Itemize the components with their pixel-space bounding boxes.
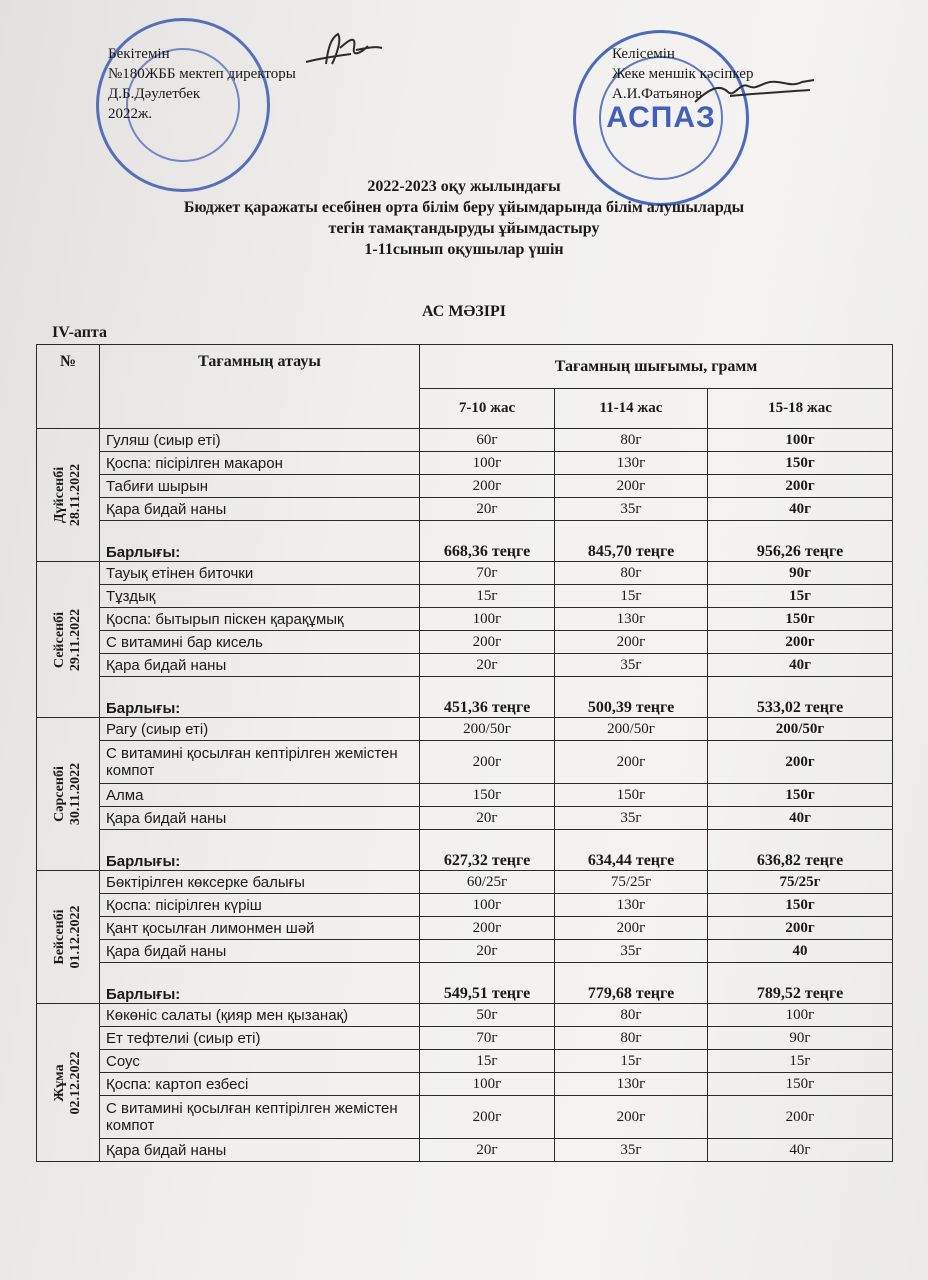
total-row bbox=[37, 521, 893, 562]
approval-right-line: Келісемін bbox=[612, 46, 675, 62]
portion-c: 15г bbox=[708, 1050, 893, 1073]
portion-c: 150г bbox=[708, 894, 893, 917]
dish-name: Қоспа: пісірілген макарон bbox=[100, 452, 420, 475]
total-price-b: 779,68 теңге bbox=[555, 963, 708, 1004]
portion-c: 100г bbox=[708, 1004, 893, 1027]
heading-line: 1-11сынып оқушылар үшін bbox=[364, 241, 564, 258]
total-price-b: 845,70 теңге bbox=[555, 521, 708, 562]
portion-b: 130г bbox=[555, 608, 708, 631]
portion-a: 150г bbox=[420, 784, 555, 807]
portion-a: 200/50г bbox=[420, 718, 555, 741]
day-cell bbox=[37, 1004, 100, 1162]
dish-name: Алма bbox=[100, 784, 420, 807]
dish-name: Тауық етінен биточки bbox=[100, 562, 420, 585]
total-price-a: 627,32 теңге bbox=[420, 830, 555, 871]
total-price-a: 549,51 теңге bbox=[420, 963, 555, 1004]
portion-c: 200г bbox=[708, 475, 893, 498]
portion-c: 150г bbox=[708, 1073, 893, 1096]
portion-c: 90г bbox=[708, 1027, 893, 1050]
dish-name: Көкөніс салаты (қияр мен қызанақ) bbox=[100, 1004, 420, 1027]
total-label: Барлығы: bbox=[100, 830, 420, 871]
day-date: 02.12.2022 bbox=[68, 1051, 83, 1114]
portion-b: 35г bbox=[555, 940, 708, 963]
dish-name: Қоспа: бытырып піскен қарақұмық bbox=[100, 608, 420, 631]
total-row bbox=[37, 677, 893, 718]
dish-name: Тұздық bbox=[100, 585, 420, 608]
dish-name: Соус bbox=[100, 1050, 420, 1073]
table-row bbox=[37, 718, 893, 741]
day-date: 28.11.2022 bbox=[68, 463, 83, 527]
portion-a: 100г bbox=[420, 608, 555, 631]
portion-c: 200г bbox=[708, 631, 893, 654]
total-row bbox=[37, 830, 893, 871]
table-row bbox=[37, 917, 893, 940]
table-row bbox=[37, 940, 893, 963]
table-row bbox=[37, 871, 893, 894]
dish-name: Рагу (сиыр еті) bbox=[100, 718, 420, 741]
dish-name: С витамині қосылған кептірілген жемістен компот bbox=[100, 1096, 420, 1139]
table-row bbox=[37, 1050, 893, 1073]
portion-c: 200г bbox=[708, 1096, 893, 1139]
total-price-c: 789,52 теңге bbox=[708, 963, 893, 1004]
portion-a: 50г bbox=[420, 1004, 555, 1027]
approval-left-line: 2022ж. bbox=[108, 106, 153, 122]
heading-line: тегін тамақтандыруды ұйымдастыру bbox=[328, 220, 600, 237]
portion-b: 130г bbox=[555, 1073, 708, 1096]
dish-name: Ет тефтелиі (сиыр еті) bbox=[100, 1027, 420, 1050]
total-price-b: 500,39 теңге bbox=[555, 677, 708, 718]
table-row bbox=[37, 1139, 893, 1162]
dish-name: Қара бидай наны bbox=[100, 807, 420, 830]
portion-a: 200г bbox=[420, 1096, 555, 1139]
portion-b: 150г bbox=[555, 784, 708, 807]
total-label: Барлығы: bbox=[100, 963, 420, 1004]
dish-name: Қара бидай наны bbox=[100, 654, 420, 677]
portion-b: 130г bbox=[555, 894, 708, 917]
portion-a: 20г bbox=[420, 1139, 555, 1162]
table-row bbox=[37, 784, 893, 807]
approval-right-line: А.И.Фатьянов bbox=[612, 86, 703, 102]
dish-name: Қара бидай наны bbox=[100, 498, 420, 521]
header-age-15-18: 15-18 жас bbox=[708, 389, 893, 429]
portion-b: 200/50г bbox=[555, 718, 708, 741]
portion-a: 70г bbox=[420, 1027, 555, 1050]
portion-c: 200г bbox=[708, 741, 893, 784]
portion-b: 35г bbox=[555, 498, 708, 521]
table-row bbox=[37, 741, 893, 784]
dish-name: С витамині бар кисель bbox=[100, 631, 420, 654]
portion-c: 200г bbox=[708, 917, 893, 940]
approval-left-line: №180ЖББ мектеп директоры bbox=[108, 66, 296, 82]
table-row bbox=[37, 807, 893, 830]
dish-name: Қоспа: картоп езбесі bbox=[100, 1073, 420, 1096]
day-name: Дүйсенбі bbox=[52, 466, 67, 524]
dish-name: Қара бидай наны bbox=[100, 1139, 420, 1162]
portion-a: 100г bbox=[420, 452, 555, 475]
portion-c: 150г bbox=[708, 452, 893, 475]
portion-a: 70г bbox=[420, 562, 555, 585]
portion-b: 80г bbox=[555, 562, 708, 585]
dish-name: Бөктірілген көксерке балығы bbox=[100, 871, 420, 894]
portion-c: 40 bbox=[708, 940, 893, 963]
portion-c: 150г bbox=[708, 784, 893, 807]
dish-name: С витамині қосылған кептірілген жемістен компот bbox=[100, 741, 420, 784]
portion-a: 200г bbox=[420, 741, 555, 784]
portion-a: 15г bbox=[420, 1050, 555, 1073]
week-label: IV-апта bbox=[52, 324, 107, 341]
portion-b: 130г bbox=[555, 452, 708, 475]
total-price-c: 533,02 теңге bbox=[708, 677, 893, 718]
portion-b: 35г bbox=[555, 654, 708, 677]
portion-b: 35г bbox=[555, 807, 708, 830]
portion-a: 60/25г bbox=[420, 871, 555, 894]
day-date: 30.11.2022 bbox=[68, 762, 83, 826]
approval-block-left bbox=[108, 44, 296, 124]
total-label: Барлығы: bbox=[100, 677, 420, 718]
heading-line: 2022-2023 оқу жылындағы bbox=[367, 178, 561, 195]
header-number: № bbox=[37, 345, 100, 429]
table-row bbox=[37, 498, 893, 521]
portion-b: 200г bbox=[555, 917, 708, 940]
table-row bbox=[37, 1004, 893, 1027]
day-name: Жұма bbox=[52, 1063, 67, 1102]
dish-name: Қант қосылған лимонмен шәй bbox=[100, 917, 420, 940]
menu-title: АС МӘЗІРІ bbox=[422, 303, 506, 320]
portion-b: 15г bbox=[555, 1050, 708, 1073]
day-name: Бейсенбі bbox=[52, 909, 67, 965]
portion-c: 100г bbox=[708, 429, 893, 452]
table-row bbox=[37, 1027, 893, 1050]
total-price-c: 956,26 теңге bbox=[708, 521, 893, 562]
table-row bbox=[37, 585, 893, 608]
portion-a: 200г bbox=[420, 631, 555, 654]
portion-b: 80г bbox=[555, 1027, 708, 1050]
header-dish-name: Тағамның атауы bbox=[100, 345, 420, 429]
table-row bbox=[37, 1096, 893, 1139]
portion-b: 15г bbox=[555, 585, 708, 608]
portion-a: 20г bbox=[420, 654, 555, 677]
approval-left-line: Бекітемін bbox=[108, 46, 170, 62]
day-label bbox=[52, 1051, 84, 1114]
portion-a: 100г bbox=[420, 1073, 555, 1096]
day-cell bbox=[37, 718, 100, 871]
portion-b: 75/25г bbox=[555, 871, 708, 894]
day-cell bbox=[37, 562, 100, 718]
approval-block-right bbox=[612, 44, 753, 104]
day-date: 29.11.2022 bbox=[68, 608, 83, 671]
total-row bbox=[37, 963, 893, 1004]
portion-b: 200г bbox=[555, 1096, 708, 1139]
portion-a: 20г bbox=[420, 807, 555, 830]
portion-b: 80г bbox=[555, 1004, 708, 1027]
table-row bbox=[37, 429, 893, 452]
portion-c: 40г bbox=[708, 498, 893, 521]
day-label bbox=[52, 763, 84, 825]
director-signature bbox=[296, 28, 386, 73]
total-price-b: 634,44 теңге bbox=[555, 830, 708, 871]
portion-c: 40г bbox=[708, 1139, 893, 1162]
portion-a: 20г bbox=[420, 498, 555, 521]
header-age-7-10: 7-10 жас bbox=[420, 389, 555, 429]
portion-c: 15г bbox=[708, 585, 893, 608]
menu-table bbox=[36, 344, 893, 1162]
day-cell bbox=[37, 429, 100, 562]
total-label: Барлығы: bbox=[100, 521, 420, 562]
dish-name: Қара бидай наны bbox=[100, 940, 420, 963]
dish-name: Гуляш (сиыр еті) bbox=[100, 429, 420, 452]
approval-right-line: Жеке меншік кәсіпкер bbox=[612, 66, 754, 82]
day-label bbox=[52, 608, 84, 670]
table-row bbox=[37, 894, 893, 917]
table-row bbox=[37, 452, 893, 475]
table-row bbox=[37, 654, 893, 677]
seal-brand-text: АСПАЗ bbox=[606, 101, 716, 134]
dish-name: Табиғи шырын bbox=[100, 475, 420, 498]
day-date: 01.12.2022 bbox=[68, 905, 83, 969]
portion-a: 20г bbox=[420, 940, 555, 963]
table-row bbox=[37, 475, 893, 498]
heading-line: Бюджет қаражаты есебінен орта білім беру ұйымдарында білім алушыларды bbox=[183, 199, 745, 216]
portion-a: 200г bbox=[420, 917, 555, 940]
portion-a: 100г bbox=[420, 894, 555, 917]
total-price-c: 636,82 теңге bbox=[708, 830, 893, 871]
portion-c: 200/50г bbox=[708, 718, 893, 741]
portion-b: 200г bbox=[555, 741, 708, 784]
approval-left-line: Д.Б.Дәулетбек bbox=[108, 86, 201, 102]
portion-b: 80г bbox=[555, 429, 708, 452]
day-cell bbox=[37, 871, 100, 1004]
dish-name: Қоспа: пісірілген күріш bbox=[100, 894, 420, 917]
portion-c: 90г bbox=[708, 562, 893, 585]
portion-a: 15г bbox=[420, 585, 555, 608]
portion-b: 200г bbox=[555, 475, 708, 498]
total-price-a: 668,36 теңге bbox=[420, 521, 555, 562]
portion-c: 40г bbox=[708, 807, 893, 830]
portion-c: 75/25г bbox=[708, 871, 893, 894]
portion-a: 200г bbox=[420, 475, 555, 498]
portion-a: 60г bbox=[420, 429, 555, 452]
day-name: Сейсенбі bbox=[52, 611, 67, 668]
menu-body bbox=[37, 429, 893, 1162]
table-row bbox=[37, 608, 893, 631]
portion-c: 150г bbox=[708, 608, 893, 631]
table-row bbox=[37, 631, 893, 654]
header-age-11-14: 11-14 жас bbox=[555, 389, 708, 429]
total-price-a: 451,36 теңге bbox=[420, 677, 555, 718]
portion-b: 35г bbox=[555, 1139, 708, 1162]
day-label bbox=[52, 906, 84, 969]
table-row bbox=[37, 562, 893, 585]
header-output: Тағамның шығымы, грамм bbox=[420, 345, 893, 389]
portion-c: 40г bbox=[708, 654, 893, 677]
day-label bbox=[52, 464, 84, 526]
portion-b: 200г bbox=[555, 631, 708, 654]
table-row bbox=[37, 1073, 893, 1096]
day-name: Сәрсенбі bbox=[52, 766, 67, 822]
